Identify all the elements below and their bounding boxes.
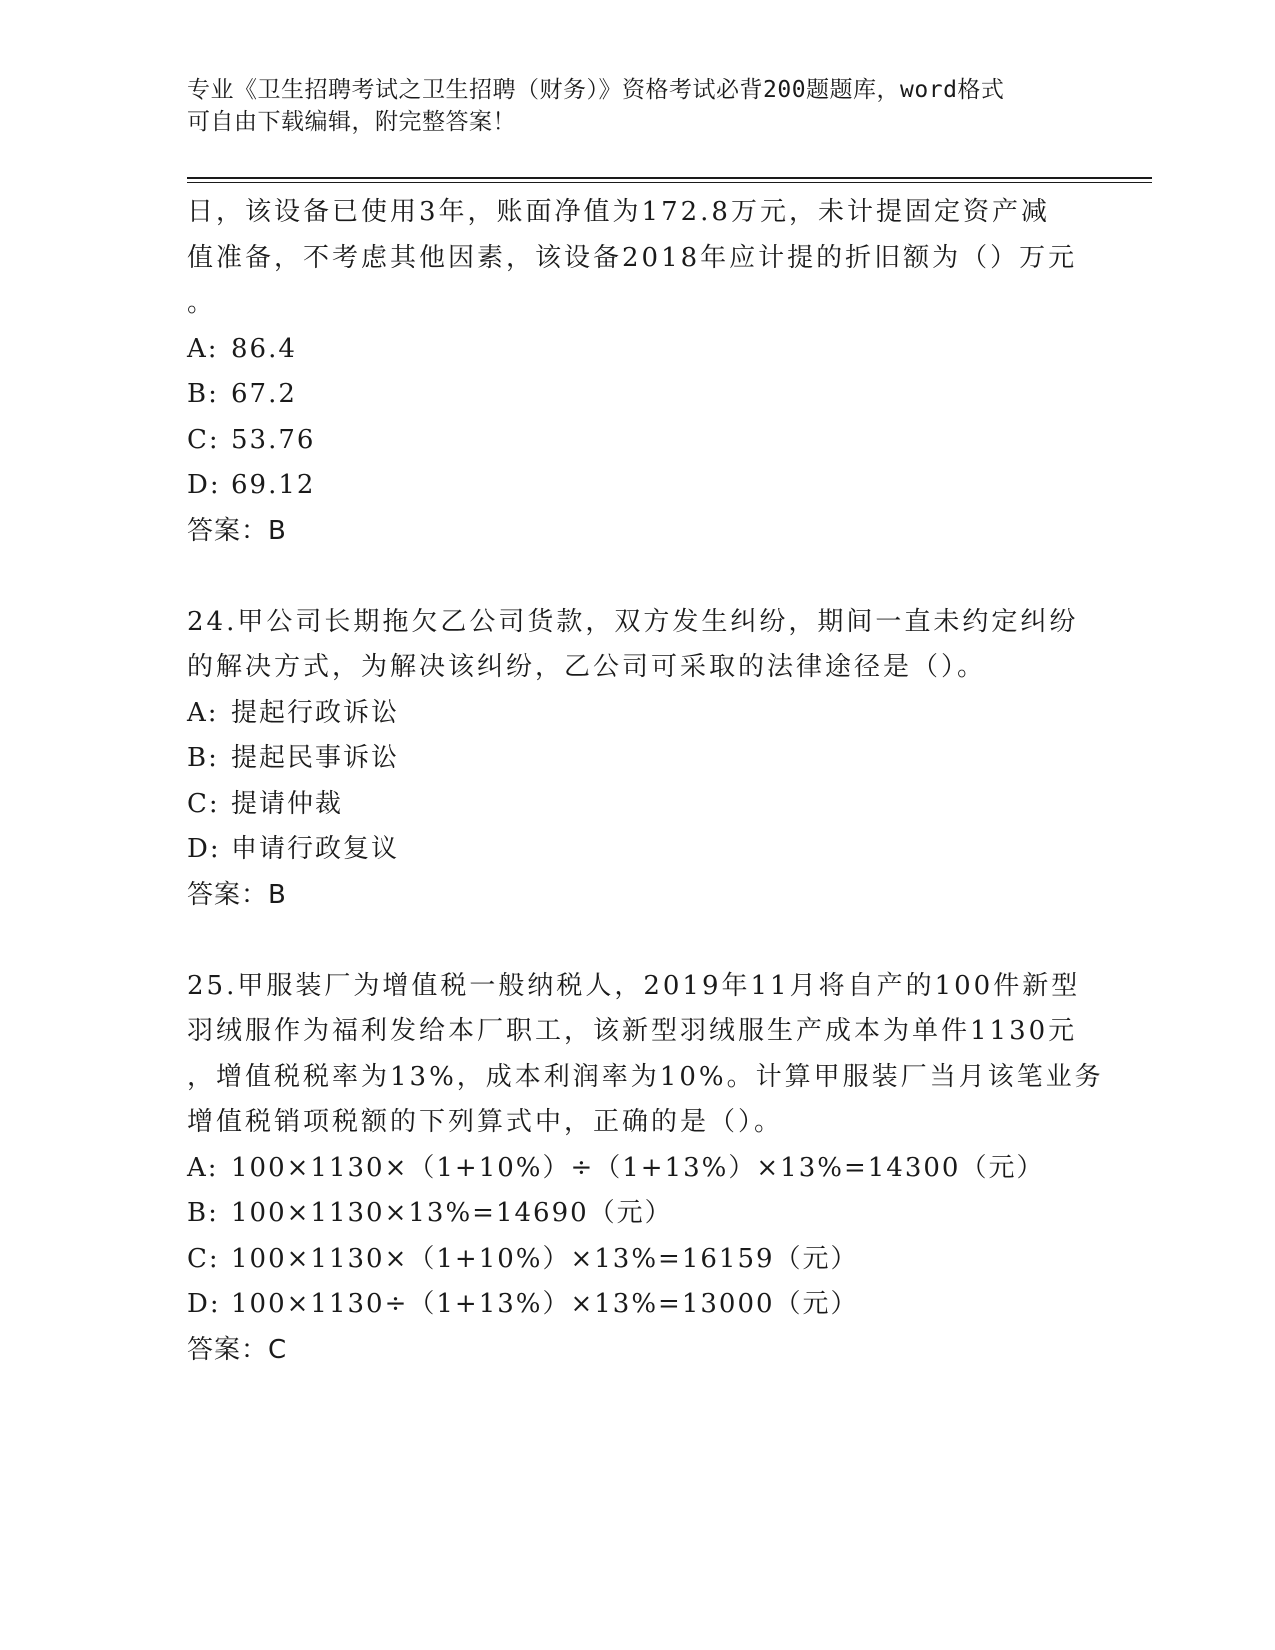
question-text-line: 。 [187,288,217,318]
option-text: 提起民事诉讼 [231,743,400,773]
question-text-line: 的解决方式，为解决该纠纷，乙公司可采取的法律途径是（）。 [187,652,987,682]
option-text: 100×1130÷（1+13%）×13%=13000（元） [231,1289,859,1319]
option-c [187,1237,1087,1283]
option-label: D: [187,470,221,500]
option-label: B: [187,743,219,773]
question-text-line: 值准备，不考虑其他因素，该设备2018年应计提的折旧额为（）万元 [187,242,1078,273]
option-a [187,1146,1087,1192]
question-25 [187,964,1104,1374]
option-text: 100×1130×13%=14690（元） [231,1198,673,1228]
header-divider-thick [187,177,1152,179]
option-text: 100×1130×（1+10%）÷（1+13%）×13%=14300（元） [231,1152,1045,1183]
document-body [187,190,1104,1373]
option-b [187,736,1087,782]
option-text: 100×1130×（1+10%）×13%=16159（元） [231,1243,859,1274]
option-text: 69.12 [231,470,316,500]
option-d [187,827,1087,873]
answer-line: 答案：B [187,879,287,910]
option-d [187,463,1087,509]
option-b [187,1191,1087,1237]
spacer [187,918,1087,964]
option-label: D: [187,1289,221,1319]
option-label: A: [187,697,219,728]
option-d [187,1282,1087,1328]
header-line-1: 专业《卫生招聘考试之卫生招聘（财务）》资格考试必背200题题库，word格式 [187,77,1005,103]
header-line-2: 可自由下载编辑，附完整答案！ [187,109,516,135]
question-text-line: 日，该设备已使用3年，账面净值为172.8万元，未计提固定资产减 [187,197,1050,227]
option-text: 申请行政复议 [231,834,400,864]
question-text-line: 羽绒服作为福利发给本厂职工，该新型羽绒服生产成本为单件1130元 [187,1016,1078,1046]
option-a [187,691,1087,737]
answer-line: 答案：B [187,515,287,546]
option-label: C: [187,424,220,455]
option-text: 86.4 [231,333,297,364]
question-text-line: 25.甲服装厂为增值税一般纳税人，2019年11月将自产的100件新型 [187,970,1081,1001]
question-text-line: ，增值税税率为13%，成本利润率为10%。计算甲服装厂当月该笔业务 [187,1061,1104,1092]
question-24 [187,600,1087,919]
option-c [187,782,1087,828]
option-b [187,372,1087,418]
question-text-line: 增值税销项税额的下列算式中，正确的是（）。 [187,1107,784,1137]
question-23 [187,190,1087,554]
option-a [187,327,1087,373]
option-text: 提起行政诉讼 [231,697,400,728]
spacer [187,554,1087,600]
question-text-line: 24.甲公司长期拖欠乙公司货款，双方发生纠纷，期间一直未约定纠纷 [187,606,1079,637]
answer-line: 答案：C [187,1334,288,1365]
option-text: 67.2 [231,379,297,409]
option-label: A: [187,1152,219,1183]
option-text: 提请仲裁 [231,788,344,819]
option-label: D: [187,834,221,864]
option-text: 53.76 [231,424,316,455]
option-label: B: [187,379,219,409]
option-label: A: [187,333,219,364]
option-c [187,418,1087,464]
option-label: B: [187,1198,219,1228]
option-label: C: [187,1243,220,1274]
page-header [187,74,1087,138]
header-divider-thin [187,182,1152,183]
option-label: C: [187,788,220,819]
